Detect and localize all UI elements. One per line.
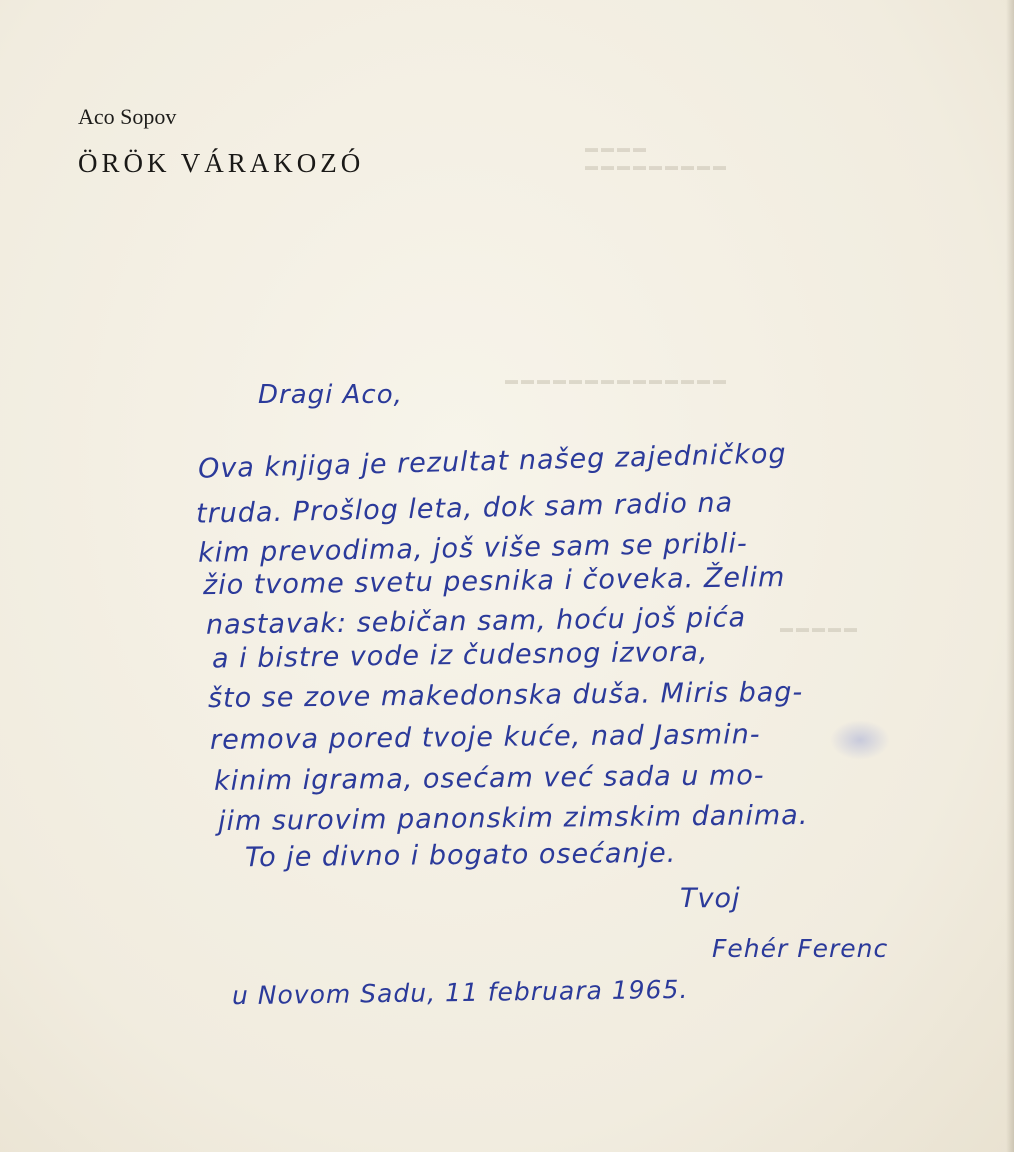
dedication-line: jim surovim panonskim zimskim danima. — [217, 799, 809, 838]
page-edge-shadow — [1006, 0, 1014, 1152]
bleed-through-text: ▬▬▬▬ — [585, 140, 649, 155]
ink-smudge — [830, 720, 890, 760]
dedication-line: a i bistre vode iz čudesnog izvora, — [211, 636, 709, 675]
dedication-line: kinim igrama, osećam već sada u mo- — [213, 760, 765, 797]
book-title: ÖRÖK VÁRAKOZÓ — [78, 148, 365, 178]
dedication-line: kim prevodima, još više sam se pribli- — [197, 528, 749, 569]
dedication-line: remova pored tvoje kuće, nad Jasmin- — [209, 719, 761, 756]
dedication-signature: Fehér Ferenc — [712, 934, 889, 963]
bleed-through-text: ▬▬▬▬▬▬▬▬▬ — [585, 158, 729, 173]
dedication-place-date: u Novom Sadu, 11 februara 1965. — [231, 974, 689, 1011]
dedication-line: Ova knjiga je rezultat našeg zajedničkog — [197, 438, 787, 485]
book-author: Aco Sopov — [78, 104, 177, 129]
bleed-through-text: ▬▬▬▬▬ — [780, 620, 860, 635]
dedication-line: žio tvome svetu pesnika i čoveka. Želim — [202, 561, 786, 602]
dedication-greeting: Dragi Aco, — [258, 380, 403, 410]
dedication-closing: Tvoj — [680, 883, 741, 914]
bleed-through-text: ▬▬▬▬▬▬▬▬▬▬▬▬▬▬ — [505, 372, 729, 387]
dedication-line: To je divno i bogato osećanje. — [244, 837, 677, 874]
dedication-line: truda. Prošlog leta, dok sam radio na — [195, 487, 734, 530]
dedication-line: što se zove makedonska duša. Miris bag- — [207, 676, 804, 715]
dedication-line: nastavak: sebičan sam, hoću još pića — [205, 602, 747, 641]
